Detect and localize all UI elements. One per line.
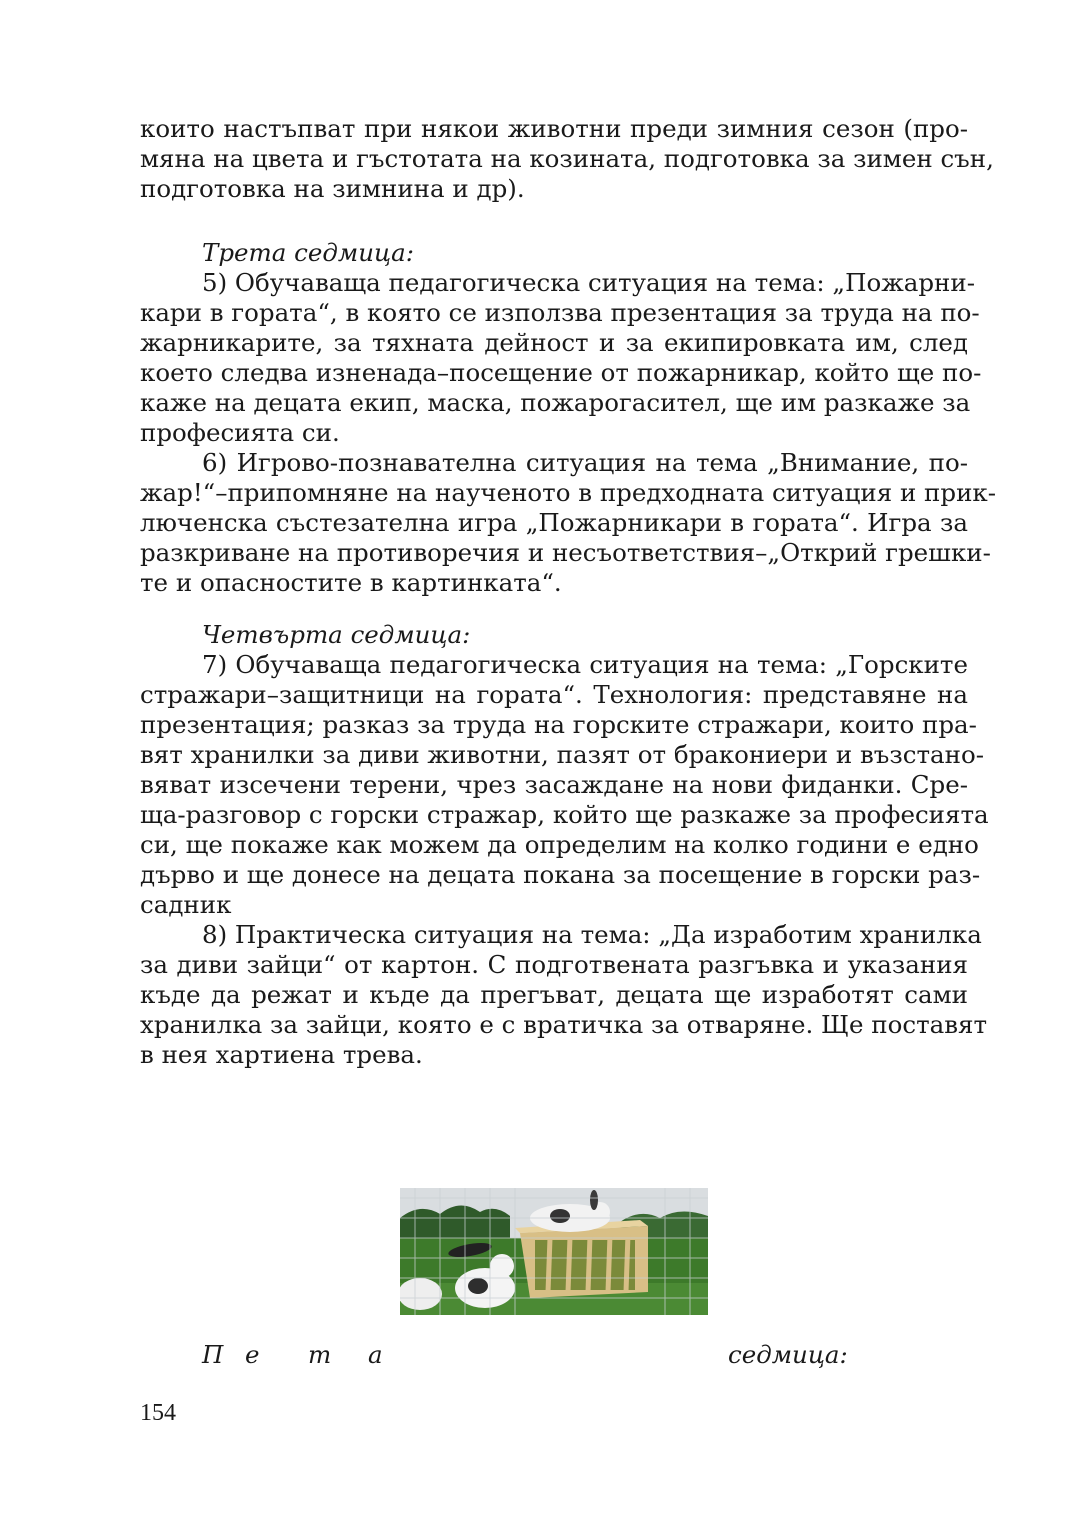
text-line: което следва изненада–посещение от пожарникар, който ще по- bbox=[140, 358, 982, 387]
text-line: къде да режат и къде да прегъват, децата ще изработят сами bbox=[140, 980, 968, 1009]
heading-letter: е bbox=[245, 1340, 260, 1369]
paragraph-intro bbox=[140, 114, 994, 204]
heading-letter: т bbox=[308, 1340, 332, 1369]
text-line: люченска състезателна игра „Пожарникари в гората“. Игра за bbox=[140, 508, 968, 537]
section-week-3 bbox=[140, 238, 996, 598]
text-line: 7) Обучаваща педагогическа ситуация на тема: „Горските bbox=[202, 650, 968, 679]
text-line: дърво и ще донесе на децата покана за посещение в горски раз- bbox=[140, 860, 981, 889]
section-heading: Четвърта седмица: bbox=[202, 620, 471, 649]
heading-letter: П bbox=[202, 1340, 224, 1369]
text-line: презентация; разказ за труда на горските стражари, които пра- bbox=[140, 710, 977, 739]
text-line: жарникарите, за тяхната дейност и за екипировката им, след bbox=[140, 328, 968, 357]
text-line: мяна на цвета и гъстотата на козината, подготовка за зимен сън, bbox=[140, 144, 994, 173]
heading-letter: а bbox=[368, 1340, 383, 1369]
text-line: 8) Практическа ситуация на тема: „Да изработим хранилка bbox=[202, 920, 982, 949]
text-line: 5) Обучаваща педагогическа ситуация на тема: „Пожарни- bbox=[202, 268, 975, 297]
text-line: вят хранилки за диви животни, пазят от бракониери и възстано- bbox=[140, 740, 984, 769]
text-line: жар!“–припомняне на наученото в предходната ситуация и прик- bbox=[140, 478, 996, 507]
text-line: каже на децата екип, маска, пожарогасител, ще им разкаже за bbox=[140, 388, 971, 417]
text-line: за диви зайци“ от картон. С подготвената разгъвка и указания bbox=[140, 950, 968, 979]
text-line: си, ще покаже как можем да определим на колко години е едно bbox=[140, 830, 979, 859]
text-line: те и опасностите в картинката“. bbox=[140, 568, 562, 597]
section-heading: Трета седмица: bbox=[202, 238, 414, 267]
text-line: подготовка на зимнина и др). bbox=[140, 174, 525, 203]
page-number: 154 bbox=[140, 1400, 176, 1426]
text-line: вяват изсечени терени, чрез засаждане на нови фиданки. Сре- bbox=[140, 770, 968, 799]
text-line: професията си. bbox=[140, 418, 340, 447]
text-line: ща-разговор с горски стражар, който ще разкаже за професията bbox=[140, 800, 989, 829]
text-line: хранилка за зайци, която е с вратичка за отваряне. Ще поставят bbox=[140, 1010, 988, 1039]
text-line: стражари–защитници на гората“. Технология: представяне на bbox=[140, 680, 968, 709]
text-line: които настъпват при някои животни преди зимния сезон (про- bbox=[140, 114, 968, 143]
rabbits-feeder-photo bbox=[400, 1188, 708, 1315]
section-week-4 bbox=[140, 620, 989, 1070]
heading-word: седмица: bbox=[728, 1340, 848, 1369]
text-line: в нея хартиена трева. bbox=[140, 1040, 423, 1069]
text-line: разкриване на противоречия и несъответствия–„Открий грешки- bbox=[140, 538, 991, 567]
text-line: 6) Игрово-познавателна ситуация на тема „Внимание, по- bbox=[202, 448, 968, 477]
section-heading-week-5 bbox=[202, 1340, 848, 1372]
text-line: садник bbox=[140, 890, 232, 919]
text-line: кари в гората“, в която се използва презентация за труда на по- bbox=[140, 298, 980, 327]
